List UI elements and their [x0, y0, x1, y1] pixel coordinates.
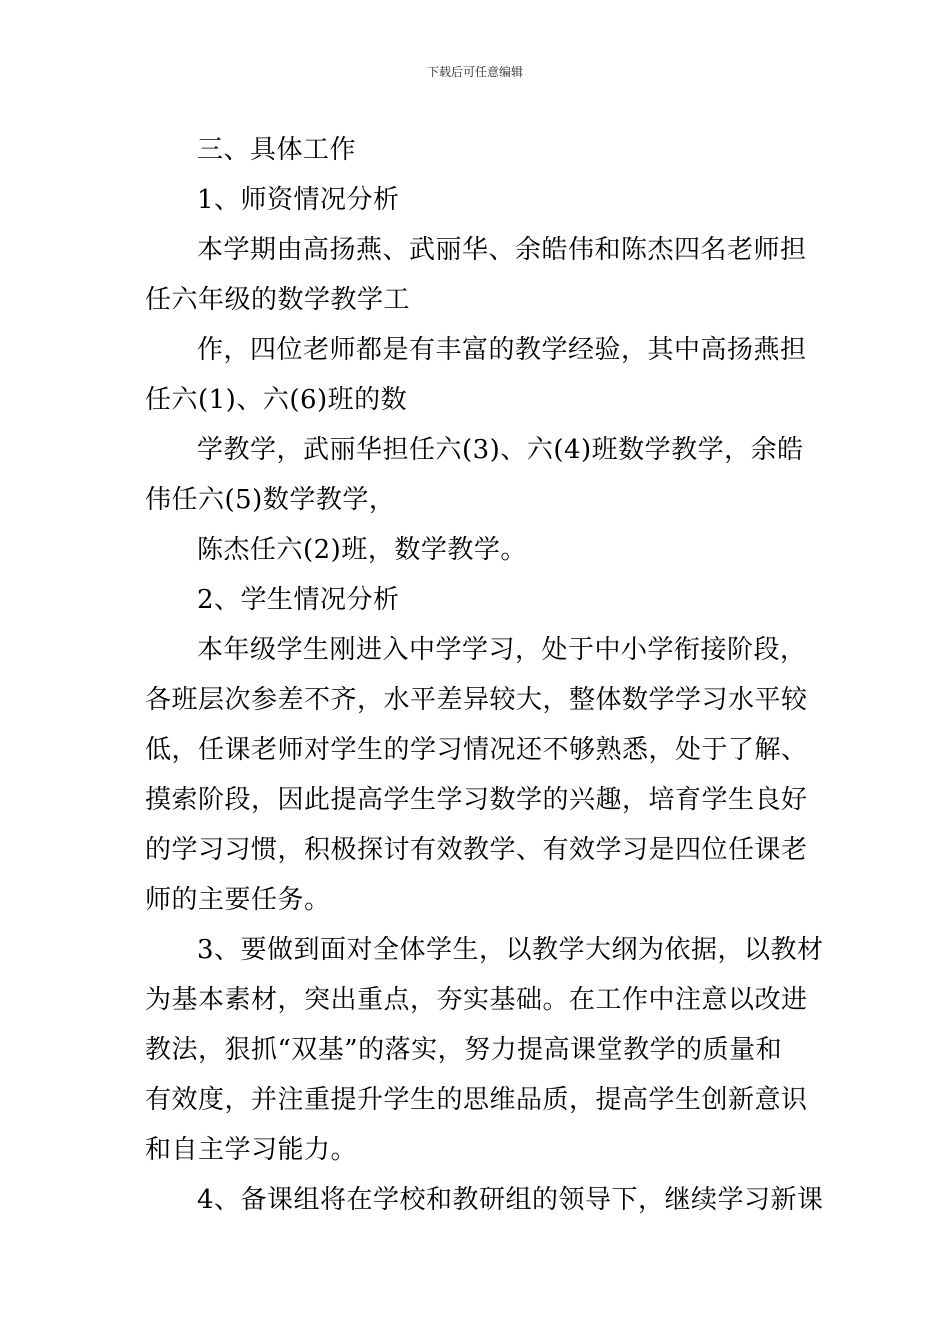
page-header: 下载后可任意编辑	[426, 65, 523, 79]
subsection-heading-teachers: 1、师资情况分析	[197, 185, 400, 215]
text-line: 伟任六(5)数学教学，	[145, 485, 396, 515]
text-line: 和自主学习能力。	[145, 1135, 358, 1165]
text-line: 3、要做到面对全体学生，以教学大纲为依据，以教材	[197, 935, 824, 965]
text-line: 本学期由高扬燕、武丽华、余皓伟和陈杰四名老师担	[197, 235, 807, 265]
text-line: 有效度，并注重提升学生的思维品质，提高学生创新意识	[145, 1085, 808, 1115]
text-line: 各班层次参差不齐，水平差异较大，整体数学学习水平较	[145, 685, 808, 715]
text-line: 教法，狠抓“双基”的落实，努力提高课堂教学的质量和	[145, 1035, 783, 1065]
section-heading: 三、具体工作	[197, 135, 357, 165]
text-line: 4、备课组将在学校和教研组的领导下，继续学习新课	[197, 1185, 824, 1215]
text-line: 师的主要任务。	[145, 885, 331, 915]
text-line: 的学习习惯，积极探讨有效教学、有效学习是四位任课老	[145, 835, 808, 865]
text-line: 作，四位老师都是有丰富的教学经验，其中高扬燕担	[197, 335, 807, 365]
text-line: 任六年级的数学教学工	[145, 285, 411, 315]
text-line: 摸索阶段，因此提高学生学习数学的兴趣，培育学生良好	[145, 785, 808, 815]
text-line: 学教学，武丽华担任六(3)、六(4)班数学教学，余皓	[197, 435, 804, 465]
text-line: 任六(1)、六(6)班的数	[145, 385, 408, 415]
subsection-heading-students: 2、学生情况分析	[197, 585, 400, 615]
document-body	[145, 125, 824, 1225]
text-line: 陈杰任六(2)班，数学教学。	[197, 535, 527, 565]
text-line: 低，任课老师对学生的学习情况还不够熟悉，处于了解、	[145, 735, 808, 765]
text-line: 本年级学生刚进入中学学习，处于中小学衔接阶段，	[197, 635, 807, 665]
text-line: 为基本素材，突出重点，夯实基础。在工作中注意以改进	[145, 985, 808, 1015]
